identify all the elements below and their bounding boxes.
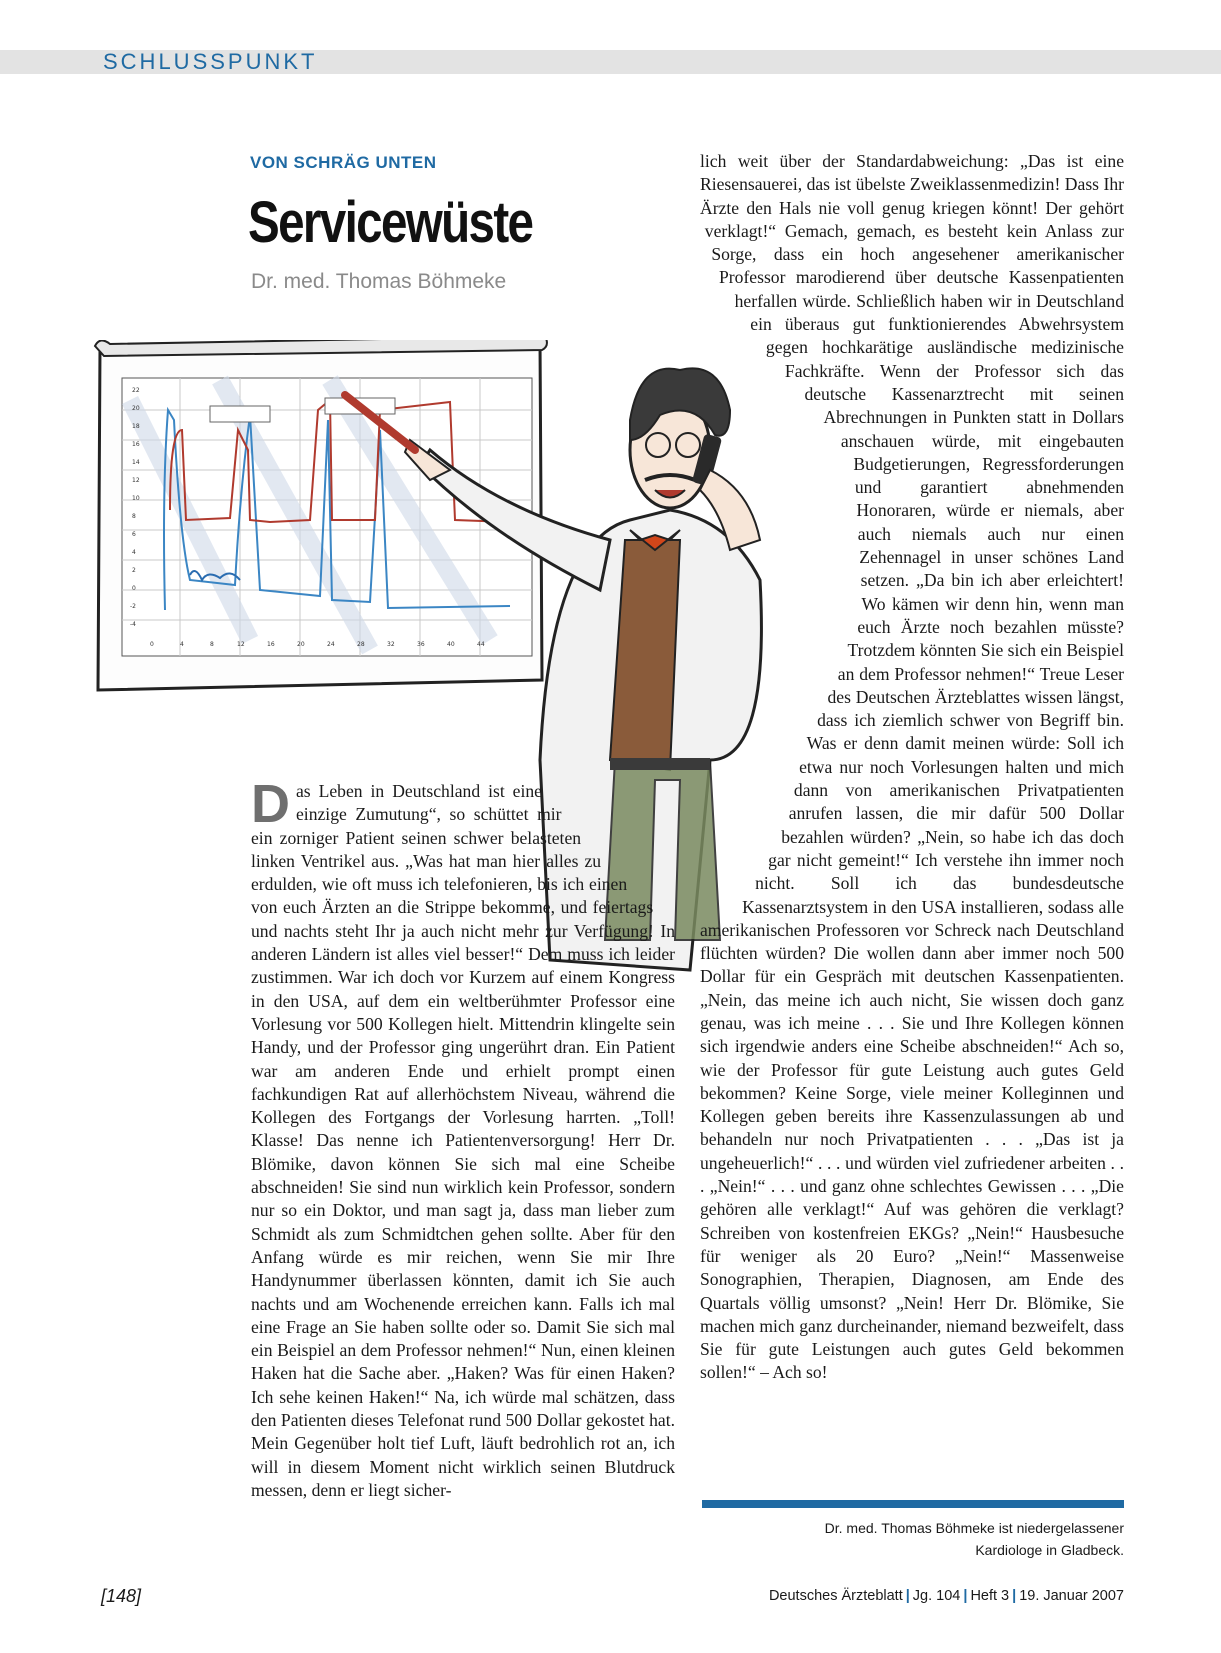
x-tick: 28 [357, 641, 365, 648]
article-title: Servicewüste [248, 190, 533, 255]
x-tick: 40 [447, 641, 455, 648]
article-author: Dr. med. Thomas Böhmeke [251, 270, 507, 293]
x-tick: 20 [297, 641, 305, 648]
y-tick: 16 [132, 441, 140, 448]
author-note-line: Dr. med. Thomas Böhmeke ist niedergelassener [824, 1520, 1124, 1536]
y-tick: 2 [132, 567, 136, 574]
author-note-line: Kardiologe in Gladbeck. [975, 1542, 1124, 1558]
article-column-left [251, 774, 675, 1502]
article-text-right: lich weit über der Standardabweichung: „Das ist eine Riesensauerei, das ist übelste Zweiklassenmedizin! Dass Ihr Ärzte den Hals nie voll genug kriegen könnt! Der gehört verklagt!“ Gemach, gemach, es besteht kein Anlass zur Sorge, dass ein hoch angesehener amerikanischer Professor marodierend über deutsche Kassenpatienten herfallen würde. Schließlich haben wir in Deutschland ein überaus gut funktionierendes Abwehrsystem gegen hochkarätige ausländische medizinische Fachkräfte. Wenn der Professor sich das deutsche Kassenarztrecht mit seinen Abrechnungen in Punkten statt in Dollars anschauen würde, mit eingebauten Budgetierungen, Regressforderungen und garantiert abnehmenden Honoraren, würde er niemals, aber auch niemals auch nur einen Zehennagel in unser schönes Land setzen. „Da bin ich aber erleichtert! Wo kämen wir denn hin, wenn man euch Ärzte noch bezahlen müsste? Trotzdem könnten Sie sich ein Beispiel an dem Professor nehmen!“ Treue Leser des Deutschen Ärzteblattes wissen längst, dass ich ziemlich schwer von Begriff bin. Was er denn damit meinen würde: Soll ich etwa nur noch Vorlesungen halten und mich dann von amerikanischen Privatpatienten anrufen lassen, die mir dafür 500 Dollar bezahlen würden? „Nein, so habe ich das doch gar nicht gemeint!“ Ich verstehe ihn immer noch nicht. Soll ich das bundesdeutsche Kassenarztsystem in den USA installieren, sodass alle amerikanischen Professoren vor Schreck nach Deutschland flüchten würden? Die wollen dann aber immer noch 500 Dollar für ein Gespräch mit deutschen Kassenpatienten. „Nein, das meine ich auch nicht, Sie wissen doch ganz genau, was ich meine . . . Sie und Ihre Kollegen können sich irgendwie anders eine Scheibe abschneiden!“ Ach so, wie der Professor für gute Leistung auch gutes Geld bekommen? Keine Sorge, viele meiner Kolleginnen und Kollegen geben bereits ihre Kassenzulassungen ab und behandeln nur noch Privatpatienten . . . „Das ist ja ungeheuerlich!“ . . . und würden viel zufriedener arbeiten . . . „Nein!“ . . . und ganz ohne schlechtes Gewissen . . . „Die gehören alle verklagt!“ Auf was gehören die verklagt? Schreiben von kostenfreien EKGs? „Nein!“ Hausbesuche für weniger als 20 Euro? „Nein!“ Massenweise Sonographien, Therapien, Diagnosen, am Ende des Quartals völlig umsonst? „Nein! Herr Dr. Blömike, Sie machen mich ganz durcheinander, niemand bezweifelt, dass Sie für gute Leistungen auch gutes Geld bekommen sollen!“ – Ach so! [700, 151, 1124, 1383]
x-tick: 4 [180, 641, 184, 648]
journal-footer [769, 1588, 1124, 1604]
y-tick: 10 [132, 495, 140, 502]
page-number: [148] [101, 1586, 142, 1606]
journal-name: Deutsches Ärzteblatt [768, 1588, 903, 1604]
y-tick: -4 [130, 621, 136, 628]
article-kicker: VON SCHRÄG UNTEN [250, 153, 437, 172]
article-column-right [700, 150, 1124, 1385]
y-tick: 22 [132, 387, 140, 394]
x-tick: 12 [237, 641, 245, 648]
journal-issue: Heft 3 [970, 1588, 1010, 1604]
footnote-rule [702, 1500, 1124, 1508]
x-tick: 44 [477, 641, 485, 648]
y-tick: 0 [132, 585, 136, 592]
y-tick: 12 [132, 477, 140, 484]
y-tick: 6 [132, 531, 136, 538]
author-note [760, 1517, 1124, 1561]
x-tick: 8 [210, 641, 214, 648]
article-text-left: as Leben in Deutschland ist eine einzige Zumutung“, so schüttet mir ein zorniger Patient seinen schwer belasteten linken Ventrikel aus. „Was hat man hier alles zu erdulden, wie oft muss ich telefonieren, bis ich einen von euch Ärzten an die Strippe bekomme, und feiertags und nachts steht Ihr ja auch nicht mehr zur Verfügung! In anderen Ländern ist alles viel besser!“ Dem muss ich leider zustimmen. War ich doch vor Kurzem auf einem Kongress in den USA, auf dem ein weltberühmter Professor eine Vorlesung vor 500 Kollegen hielt. Mittendrin klingelte sein Handy, und der Professor ging ungerührt dran. Ein Patient war am anderen Ende und erhielt prompt einen fachkundigen Rat auf allerhöchstem Niveau, während die Kollegen des Fortgangs der Vorlesung harrten. „Toll! Klasse! Das nenne ich Patientenversorgung! Herr Dr. Blömike, davon können Sie sich mal eine Scheibe abschneiden! Sie sind nun wirklich kein Professor, sondern nur so ein Doktor, und man sagt ja, dass man lieber zum Schmidt als zum Schmidtchen gehen sollte. Aber für den Anfang würde es mir reichen, wenn Sie mir Ihre Handynummer überlassen könnten, damit ich Sie auch nachts und am Wochenende erreichen kann. Falls ich mal eine Frage an Sie haben sollte oder so. Damit Sie sich mal ein Beispiel an dem Professor nehmen!“ Nun, einen kleinen Haken hat die Sache aber. „Haken? Was für einen Haken? Ich sehe keinen Haken!“ Na, ich würde mal schätzen, dass den Patienten dieses Telefonat rund 500 Dollar gekostet hat. Mein Gegenüber holt tief Luft, läuft bedrohlich rot an, ich will in diesem Moment nicht wirklich seinen Blutdruck messen, denn er liegt sicher- [251, 781, 675, 1500]
section-label: SCHLUSSPUNKT [103, 49, 318, 74]
x-tick: 24 [327, 641, 335, 648]
dropcap: D [251, 774, 290, 834]
y-tick: 18 [132, 423, 140, 430]
separator: | [905, 1588, 910, 1604]
separator: | [1012, 1588, 1017, 1604]
journal-date: 19. Januar 2007 [1019, 1588, 1124, 1604]
x-tick: 32 [387, 641, 395, 648]
y-tick: 8 [132, 513, 136, 520]
x-tick: 0 [150, 641, 154, 648]
journal-volume: Jg. 104 [912, 1588, 961, 1604]
y-tick: -2 [130, 603, 136, 610]
separator: | [963, 1588, 968, 1604]
y-tick: 4 [132, 549, 136, 556]
y-tick: 20 [132, 405, 140, 412]
x-tick: 36 [417, 641, 425, 648]
y-tick: 14 [132, 459, 140, 466]
x-tick: 16 [267, 641, 275, 648]
